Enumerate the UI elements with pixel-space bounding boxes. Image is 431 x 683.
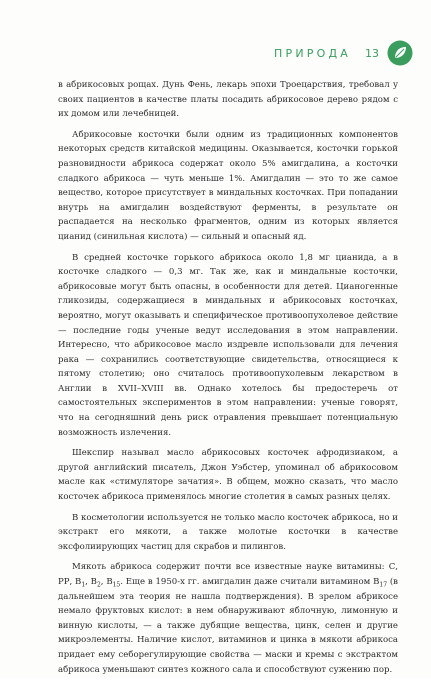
leaf-icon <box>387 40 413 66</box>
vitamins-sep: , В <box>100 577 113 587</box>
page-number: 13 <box>365 46 379 60</box>
paragraph-3: В средней косточке горького абрикоса около 1,8 мг цианида, а в косточке сладкого — 0,3 мг. Так же, как и миндальные косточки, абрикосовые могут быть опасны, в особенности для детей. Цианогенные гликозиды, содержащиеся в миндальных и абрикосовых косточках, вероятно, могут оказывать и специфическое противоопухолевое действие — последние годы ученые ведут исследования в этом направлении. Интересно, что абрикосовое масло издревле использовали для лечения рака — сохранились соответствующие свидетельства, относящиеся к пятому столетию; оно считалось противоопухолевым лекарством в Англии в XVII–XVIII вв. Однако хотелось бы предостеречь от самостоятельных экспериментов в этом направлении: ученые говорят, что на сегодняшний день риск отравления превышает потенциальную возможность излечения. <box>58 252 398 438</box>
paragraph-4: Шекспир называл масло абрикосовых косточек афродизиаком, а другой английский писатель, Джон Уэбстер, упоминал об абрикосовом масле как «стимуляторе зачатия». В общем, можно сказать, что масло косточек абрикоса применялось многие столетия в самых разных целях. <box>58 448 398 503</box>
vitamins-text-3: (в дальнейшем эта теория не нашла подтверждения). В зрелом абрикосе немало фруктовых кислот: в нем обнаруживают яблочную, лимонную и винную кислоты, — а также дубящие вещества, цинк, селен и другие микроэлементы. Наличие кислот, витаминов и цинка в мякоти абрикоса придает ему себорегулирующие свойства — маски и кремы с экстрактом абрикоса уменьшают синтез кожного сала и способствуют сужению пор. <box>58 577 398 675</box>
paragraph-6-vitamins <box>58 560 398 677</box>
paragraph-5: В косметологии используется не только масло косточек абрикоса, но и экстракт его мякоти, а также молотые косточки в качестве эксфолиирующих частиц для скрабов и пилингов. <box>58 512 398 552</box>
body-text <box>58 78 398 683</box>
paragraph-1: в абрикосовых рощах. Дунь Фень, лекарь эпохи Троецарствия, требовал у своих пациентов в качестве платы посадить абрикосовое дерево рядом с их домом или лечебницей. <box>58 80 398 120</box>
vitamin-subscript: 1 <box>81 581 86 589</box>
vitamin-subscript: 15 <box>112 581 121 589</box>
running-header <box>274 40 413 66</box>
vitamin-subscript: 2 <box>96 581 101 589</box>
section-title: ПРИРОДА <box>274 46 351 60</box>
vitamin-subscript: 17 <box>379 581 388 589</box>
vitamins-sep: , В <box>85 577 97 587</box>
vitamins-text-1: Мякоть абрикоса содержит почти все известные науке витамины: С, РР, В <box>58 562 398 587</box>
paragraph-2: Абрикосовые косточки были одним из традиционных компонентов некоторых средств китайской медицины. Оказывается, косточки горькой разновидности абрикоса содержат около 5% амигдалина, а косточки сладкого абрикоса — чуть меньше 1%. Амигдалин — это то же самое вещество, которое присутствует в миндальных косточках. При попадании внутрь на амигдалин воздействуют ферменты, в результате он распадается на несколько фрагментов, одним из которых является цианид (синильная кислота) — сильный и опасный яд. <box>58 129 398 242</box>
vitamins-text-2: . Еще в 1950-х гг. амигдалин даже считали витамином В <box>120 577 380 587</box>
